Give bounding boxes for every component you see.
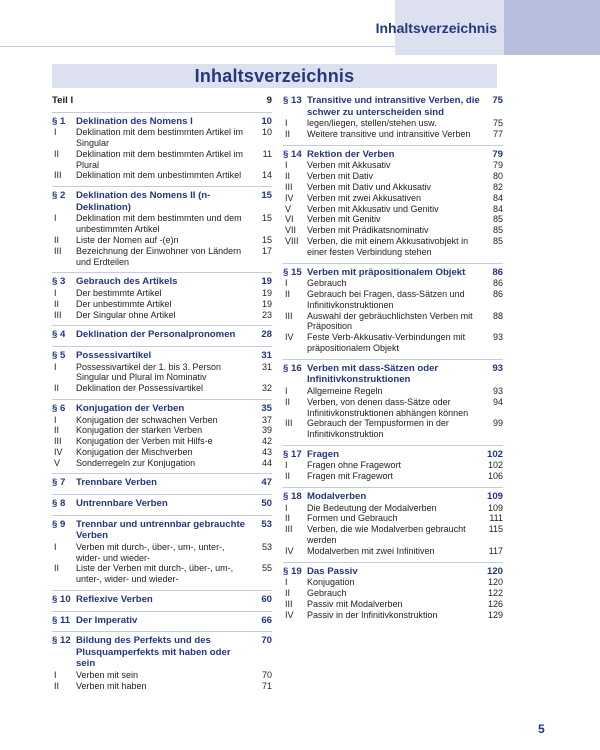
sub-page: 86 — [492, 278, 503, 289]
sub-roman-numeral: I — [54, 127, 57, 138]
sub-page: 94 — [492, 396, 503, 407]
sub-roman-numeral: VIII — [285, 235, 299, 246]
sub-roman-numeral: IV — [285, 609, 294, 620]
toc-right-column — [283, 95, 503, 625]
toc-chapter-entry[interactable] — [52, 594, 272, 606]
sub-page: 86 — [492, 288, 503, 299]
sub-page: 39 — [261, 425, 272, 436]
toc-sub-entry[interactable] — [283, 118, 503, 129]
sub-page: 117 — [488, 545, 503, 556]
sub-page: 19 — [261, 298, 272, 309]
sub-title: Liste der Nomen auf -(e)n — [76, 234, 179, 245]
chapter-title: Verben mit präpositionalem Objekt — [307, 266, 466, 278]
toc-sub-entry[interactable] — [283, 289, 503, 311]
sub-roman-numeral: IV — [285, 545, 294, 556]
sub-title: Formen und Gebrauch — [307, 513, 398, 524]
toc-section — [283, 95, 503, 140]
chapter-page: 31 — [261, 349, 272, 361]
toc-chapter-entry[interactable] — [283, 491, 503, 503]
toc-sub-entry[interactable] — [52, 246, 272, 268]
toc-section — [52, 611, 272, 627]
toc-sub-entry[interactable] — [52, 458, 272, 469]
toc-chapter-entry[interactable] — [283, 95, 503, 118]
sub-page: 14 — [261, 170, 272, 181]
chapter-page: 60 — [261, 594, 272, 606]
toc-sub-entry[interactable] — [283, 588, 503, 599]
sub-title: Gebrauch — [307, 278, 347, 289]
toc-sub-entry[interactable] — [52, 170, 272, 181]
toc-sub-entry[interactable] — [52, 447, 272, 458]
toc-sub-entry[interactable] — [52, 542, 272, 564]
chapter-page: 15 — [261, 190, 272, 202]
sub-title: Konjugation der Mischverben — [76, 446, 193, 457]
chapter-page: 9 — [266, 95, 272, 106]
toc-sub-entry[interactable] — [283, 278, 503, 289]
sub-page: 15 — [261, 234, 272, 245]
sub-page: 79 — [492, 160, 503, 171]
toc-sub-entry[interactable] — [283, 311, 503, 333]
chapter-title: Deklination des Nomens I — [76, 115, 193, 127]
sub-page: 32 — [261, 383, 272, 394]
sub-title: Der unbestimmte Artikel — [76, 298, 172, 309]
chapter-page: 50 — [261, 498, 272, 510]
toc-sub-entry[interactable] — [52, 310, 272, 321]
sub-page: 37 — [261, 414, 272, 425]
sub-roman-numeral: I — [54, 541, 57, 552]
chapter-title: Reflexive Verben — [76, 594, 153, 606]
sub-roman-numeral: II — [285, 171, 291, 182]
chapter-title: Bildung des Perfekts und des Plusquamperfekts mit haben oder sein — [76, 635, 231, 670]
sub-title: Konjugation — [307, 577, 355, 588]
sub-page: 19 — [261, 287, 272, 298]
toc-sub-entry[interactable] — [283, 418, 503, 440]
chapter-page: 35 — [261, 402, 272, 414]
sub-title: legen/liegen, stellen/stehen usw. — [307, 118, 437, 129]
toc-sub-entry[interactable] — [283, 471, 503, 482]
sub-roman-numeral: V — [54, 457, 61, 468]
sub-title: Liste der Verben mit durch-, über-, um-, unter-, wider- und wieder- — [76, 563, 234, 585]
sub-title: Konjugation der schwachen Verben — [76, 414, 218, 425]
toc-sub-entry[interactable] — [283, 513, 503, 524]
chapter-title: Rektion der Verben — [307, 148, 395, 160]
sub-roman-numeral: III — [285, 181, 293, 192]
toc-sub-entry[interactable] — [283, 129, 503, 140]
sub-roman-numeral: II — [54, 148, 60, 159]
sub-title: Possessivartikel der 1. bis 3. Person Singular und Plural im Nominativ — [76, 361, 222, 383]
toc-chapter-entry[interactable] — [283, 566, 503, 578]
sub-page: 126 — [487, 598, 503, 609]
toc-section — [52, 346, 272, 394]
chapter-number: § 4 — [52, 329, 66, 341]
toc-section — [52, 399, 272, 469]
toc-section — [52, 272, 272, 320]
toc-sub-entry[interactable] — [283, 182, 503, 193]
sub-roman-numeral: II — [54, 563, 60, 574]
sub-page: 10 — [261, 127, 272, 138]
chapter-title: Deklination des Nomens II (n-Deklination) — [76, 190, 211, 213]
sub-title: Feste Verb-Akkusativ-Verbindungen mit präpositionalem Objekt — [307, 332, 466, 353]
sub-roman-numeral: II — [285, 588, 291, 599]
toc-sub-entry[interactable] — [52, 213, 272, 235]
sub-roman-numeral: II — [54, 383, 60, 394]
toc-chapter-entry[interactable] — [52, 276, 272, 288]
chapter-number: § 9 — [52, 518, 66, 530]
toc-sub-entry[interactable] — [52, 127, 272, 149]
sub-title: Die Bedeutung der Modalverben — [307, 502, 437, 513]
chapter-title: Fragen — [307, 448, 339, 460]
toc-sub-entry[interactable] — [52, 235, 272, 246]
toc-section — [283, 445, 503, 482]
sub-page: 109 — [487, 502, 503, 513]
sub-title: Verben mit Dativ und Akkusativ — [307, 181, 432, 192]
sub-roman-numeral: I — [54, 213, 57, 224]
chapter-number: § 16 — [283, 362, 302, 374]
sub-title: Modalverben mit zwei Infinitiven — [307, 545, 435, 556]
chapter-page: 66 — [261, 614, 272, 626]
sub-page: 70 — [261, 670, 272, 681]
chapter-page: 10 — [261, 115, 272, 127]
sub-page: 85 — [492, 235, 503, 246]
header-section-label: Inhaltsverzeichnis — [375, 19, 497, 36]
sub-page: 23 — [261, 309, 272, 320]
sub-page: 84 — [492, 203, 503, 214]
toc-sub-entry[interactable] — [283, 599, 503, 610]
sub-title: Verben mit Akkusativ — [307, 160, 391, 171]
toc-sub-entry[interactable] — [52, 681, 272, 692]
toc-section — [283, 145, 503, 258]
sub-title: Verben mit zwei Akkusativen — [307, 192, 422, 203]
sub-title: Allgemeine Regeln — [307, 385, 383, 396]
toc-sub-entry[interactable] — [283, 160, 503, 171]
toc-sub-entry[interactable] — [283, 214, 503, 225]
sub-roman-numeral: I — [54, 670, 57, 681]
toc-section — [52, 325, 272, 341]
toc-chapter-entry[interactable] — [52, 190, 272, 213]
chapter-title: Das Passiv — [307, 565, 358, 577]
toc-sub-entry[interactable] — [52, 288, 272, 299]
sub-title: Sonderregeln zur Konjugation — [76, 457, 196, 468]
chapter-title: Trennbare Verben — [76, 477, 158, 489]
toc-sub-entry[interactable] — [283, 225, 503, 236]
sub-roman-numeral: V — [285, 203, 292, 214]
toc-section — [283, 359, 503, 440]
sub-title: Der bestimmte Artikel — [76, 287, 162, 298]
sub-page: 129 — [487, 609, 503, 620]
chapter-title: Transitive und intransitive Verben, die schwer zu unterscheiden sind — [307, 95, 480, 118]
sub-roman-numeral: I — [285, 460, 288, 471]
toc-chapter-entry[interactable] — [52, 329, 272, 341]
toc-chapter-entry[interactable] — [283, 449, 503, 461]
toc-section — [283, 487, 503, 557]
sub-roman-numeral: VI — [285, 214, 294, 225]
chapter-number: § 7 — [52, 477, 66, 489]
toc-section — [52, 473, 272, 489]
sub-page: 85 — [492, 214, 503, 225]
sub-title: Verben, die mit einem Akkusativobjekt in einer festen Verbindung stehen — [307, 235, 469, 257]
sub-roman-numeral: I — [285, 577, 288, 588]
sub-page: 42 — [261, 436, 272, 447]
sub-page: 44 — [261, 457, 272, 468]
sub-page: 102 — [487, 460, 503, 471]
chapter-number: § 18 — [283, 491, 302, 503]
chapter-number: § 5 — [52, 349, 66, 361]
chapter-title: Konjugation der Verben — [76, 402, 185, 414]
chapter-page: 70 — [261, 635, 272, 647]
toc-sub-entry[interactable] — [283, 204, 503, 215]
sub-roman-numeral: II — [54, 425, 60, 436]
toc-chapter-entry[interactable] — [52, 116, 272, 128]
chapter-title: Gebrauch des Artikels — [76, 276, 178, 288]
sub-roman-numeral: I — [285, 118, 288, 129]
sub-title: Verben mit Dativ — [307, 171, 374, 182]
sub-title: Gebrauch — [307, 588, 347, 599]
sub-roman-numeral: II — [285, 288, 291, 299]
toc-sub-entry[interactable] — [52, 563, 272, 585]
sub-title: Gebrauch der Tempusformen in der Infinitivkonstruktion — [307, 418, 449, 440]
chapter-title: Modalverben — [307, 491, 367, 503]
toc-sub-entry[interactable] — [283, 386, 503, 397]
sub-page: 84 — [492, 192, 503, 203]
sub-title: Deklination mit dem bestimmten Artikel im Singular — [76, 127, 244, 148]
sub-page: 120 — [487, 577, 503, 588]
sub-title: Konjugation der Verben mit Hilfs-e — [76, 436, 213, 447]
toc-section — [283, 562, 503, 621]
page-title: Inhaltsverzeichnis — [194, 65, 355, 86]
header-section-tab — [375, 0, 504, 55]
sub-page: 15 — [261, 213, 272, 224]
toc-sub-entry[interactable] — [52, 670, 272, 681]
sub-roman-numeral: I — [54, 361, 57, 372]
sub-roman-numeral: III — [285, 598, 293, 609]
chapter-page: 75 — [492, 95, 503, 106]
sub-title: Verben mit Akkusativ und Genitiv — [307, 203, 439, 214]
chapter-title: Trennbar und untrennbar gebrauchte Verben — [76, 518, 245, 542]
sub-title: Konjugation der starken Verben — [76, 425, 203, 436]
sub-title: Passiv mit Modalverben — [307, 598, 403, 609]
toc-section — [52, 631, 272, 691]
toc-section — [52, 95, 272, 107]
chapter-title: Der Imperativ — [76, 614, 138, 626]
toc-sub-entry[interactable] — [283, 610, 503, 621]
chapter-page: 19 — [261, 276, 272, 288]
sub-roman-numeral: III — [54, 309, 62, 320]
sub-page: 77 — [492, 128, 503, 139]
sub-page: 55 — [261, 563, 272, 574]
sub-page: 93 — [492, 385, 503, 396]
chapter-number: § 3 — [52, 276, 66, 288]
chapter-number: § 1 — [52, 115, 66, 127]
chapter-number: § 19 — [283, 565, 302, 577]
toc-section — [52, 515, 272, 585]
chapter-number: § 8 — [52, 498, 66, 510]
sub-title: Verben mit Genitiv — [307, 214, 381, 225]
sub-title: Verben mit Prädikatsnominativ — [307, 225, 429, 236]
chapter-number: § 13 — [283, 95, 302, 106]
toc-chapter-entry[interactable] — [52, 635, 272, 670]
toc-sub-entry[interactable] — [52, 436, 272, 447]
toc-left-column — [52, 95, 272, 697]
toc-sub-entry[interactable] — [283, 503, 503, 514]
toc-sub-entry[interactable] — [283, 577, 503, 588]
page-number: 5 — [538, 722, 545, 736]
header-side-block — [504, 0, 600, 55]
sub-title: Fragen mit Fragewort — [307, 471, 394, 482]
sub-page: 106 — [487, 471, 503, 482]
sub-page: 85 — [492, 225, 503, 236]
chapter-page: 109 — [486, 491, 503, 503]
sub-title: Auswahl der gebräuchlichsten Verben mit Präposition — [307, 310, 473, 332]
chapter-page: 47 — [261, 477, 272, 489]
sub-title: Gebrauch bei Fragen, dass-Sätzen und Infinitivkonstruktionen — [307, 288, 465, 310]
toc-section — [52, 494, 272, 510]
toc-sub-entry[interactable] — [283, 171, 503, 182]
toc-chapter-entry[interactable] — [283, 267, 503, 279]
sub-roman-numeral: I — [285, 160, 288, 171]
sub-page: 80 — [492, 171, 503, 182]
sub-roman-numeral: II — [54, 298, 60, 309]
sub-page: 88 — [492, 310, 503, 321]
toc-sub-entry[interactable] — [283, 397, 503, 419]
toc-sub-entry[interactable] — [283, 236, 503, 258]
sub-title: Deklination mit dem bestimmten und dem unbestimmten Artikel — [76, 213, 242, 235]
sub-roman-numeral: II — [54, 680, 60, 691]
sub-page: 71 — [261, 680, 272, 691]
toc-chapter-entry[interactable] — [52, 350, 272, 362]
sub-title: Deklination mit dem unbestimmten Artikel — [76, 170, 242, 181]
sub-page: 53 — [261, 541, 272, 552]
toc-chapter-entry[interactable] — [52, 519, 272, 542]
sub-roman-numeral: IV — [285, 332, 294, 343]
toc-section — [283, 263, 503, 354]
sub-roman-numeral: III — [285, 418, 293, 429]
chapter-page: 120 — [486, 565, 503, 577]
sub-roman-numeral: II — [54, 234, 60, 245]
toc-chapter-entry[interactable] — [52, 615, 272, 627]
sub-title: Deklination der Possessivartikel — [76, 383, 204, 394]
chapter-number: § 6 — [52, 402, 66, 414]
chapter-page: 102 — [486, 448, 503, 460]
sub-roman-numeral: IV — [285, 192, 294, 203]
sub-page: 115 — [488, 524, 503, 535]
chapter-title: Deklination der Personalpronomen — [76, 329, 236, 341]
toc-section — [52, 186, 272, 267]
chapter-number: § 11 — [52, 614, 71, 626]
chapter-page: 28 — [261, 329, 272, 341]
toc-sub-entry[interactable] — [283, 460, 503, 471]
chapter-page: 93 — [492, 362, 503, 374]
sub-roman-numeral: II — [285, 471, 291, 482]
sub-roman-numeral: I — [54, 414, 57, 425]
sub-roman-numeral: I — [285, 502, 288, 513]
sub-title: Passiv in der Infinitivkonstruktion — [307, 609, 438, 620]
toc-chapter-entry[interactable] — [52, 403, 272, 415]
sub-page: 43 — [261, 446, 272, 457]
toc-chapter-entry[interactable] — [52, 95, 272, 107]
chapter-number: § 10 — [52, 594, 71, 606]
toc-sub-entry[interactable] — [52, 299, 272, 310]
chapter-number: § 15 — [283, 266, 302, 278]
chapter-number: § 17 — [283, 448, 302, 460]
toc-sub-entry[interactable] — [52, 362, 272, 384]
sub-page: 111 — [489, 513, 503, 524]
sub-page: 11 — [262, 148, 272, 159]
toc-sub-entry[interactable] — [52, 425, 272, 436]
sub-roman-numeral: II — [285, 128, 291, 139]
toc-section — [52, 590, 272, 606]
chapter-title: Untrennbare Verben — [76, 498, 168, 510]
toc-sub-entry[interactable] — [283, 524, 503, 546]
sub-title: Verben mit durch-, über-, um-, unter-, wider- und wieder- — [76, 541, 225, 563]
sub-page: 82 — [492, 181, 503, 192]
toc-chapter-entry[interactable] — [52, 477, 272, 489]
sub-title: Verben, die wie Modalverben gebraucht werden — [307, 524, 466, 546]
sub-title: Bezeichnung der Einwohner von Ländern und Erdteilen — [76, 245, 242, 267]
sub-page: 75 — [492, 118, 503, 129]
chapter-page: 53 — [261, 518, 272, 530]
sub-title: Der Singular ohne Artikel — [76, 309, 176, 320]
chapter-number: § 2 — [52, 190, 66, 202]
sub-roman-numeral: III — [285, 310, 293, 321]
toc-chapter-entry[interactable] — [283, 363, 503, 386]
sub-page: 31 — [261, 361, 272, 372]
sub-title: Weitere transitive und intransitive Verben — [307, 128, 471, 139]
sub-roman-numeral: IV — [54, 446, 63, 457]
page-title-bar — [52, 64, 497, 88]
sub-title: Verben, von denen dass-Sätze oder Infinitivkonstruktionen abhängen können — [307, 396, 469, 418]
sub-page: 17 — [261, 245, 272, 256]
sub-roman-numeral: III — [54, 436, 62, 447]
chapter-number: § 12 — [52, 635, 71, 647]
toc-sub-entry[interactable] — [283, 546, 503, 557]
toc-sub-entry[interactable] — [52, 415, 272, 426]
sub-roman-numeral: III — [54, 170, 62, 181]
sub-title: Verben mit sein — [76, 670, 139, 681]
chapter-title: Possessivartikel — [76, 349, 152, 361]
sub-page: 122 — [487, 588, 503, 599]
chapter-page: 86 — [492, 266, 503, 278]
toc-sub-entry[interactable] — [52, 383, 272, 394]
sub-page: 99 — [492, 418, 503, 429]
toc-section — [52, 112, 272, 182]
toc-chapter-entry[interactable] — [52, 498, 272, 510]
toc-sub-entry[interactable] — [283, 193, 503, 204]
sub-title: Deklination mit dem bestimmten Artikel im Plural — [76, 148, 244, 170]
chapter-number: § 14 — [283, 148, 302, 160]
toc-chapter-entry[interactable] — [283, 149, 503, 161]
sub-title: Fragen ohne Fragewort — [307, 460, 402, 471]
sub-roman-numeral: I — [54, 287, 57, 298]
toc-sub-entry[interactable] — [283, 332, 503, 354]
sub-page: 93 — [492, 332, 503, 343]
toc-sub-entry[interactable] — [52, 149, 272, 171]
sub-title: Verben mit haben — [76, 680, 147, 691]
sub-roman-numeral: II — [285, 513, 291, 524]
chapter-title: Verben mit dass-Sätzen oder Infinitivkonstruktionen — [307, 362, 439, 386]
sub-roman-numeral: III — [54, 245, 62, 256]
sub-roman-numeral: III — [285, 524, 293, 535]
sub-roman-numeral: VII — [285, 225, 297, 236]
chapter-page: 79 — [492, 148, 503, 160]
sub-roman-numeral: I — [285, 385, 288, 396]
sub-roman-numeral: II — [285, 396, 291, 407]
chapter-number: Teil I — [52, 95, 74, 106]
sub-roman-numeral: I — [285, 278, 288, 289]
